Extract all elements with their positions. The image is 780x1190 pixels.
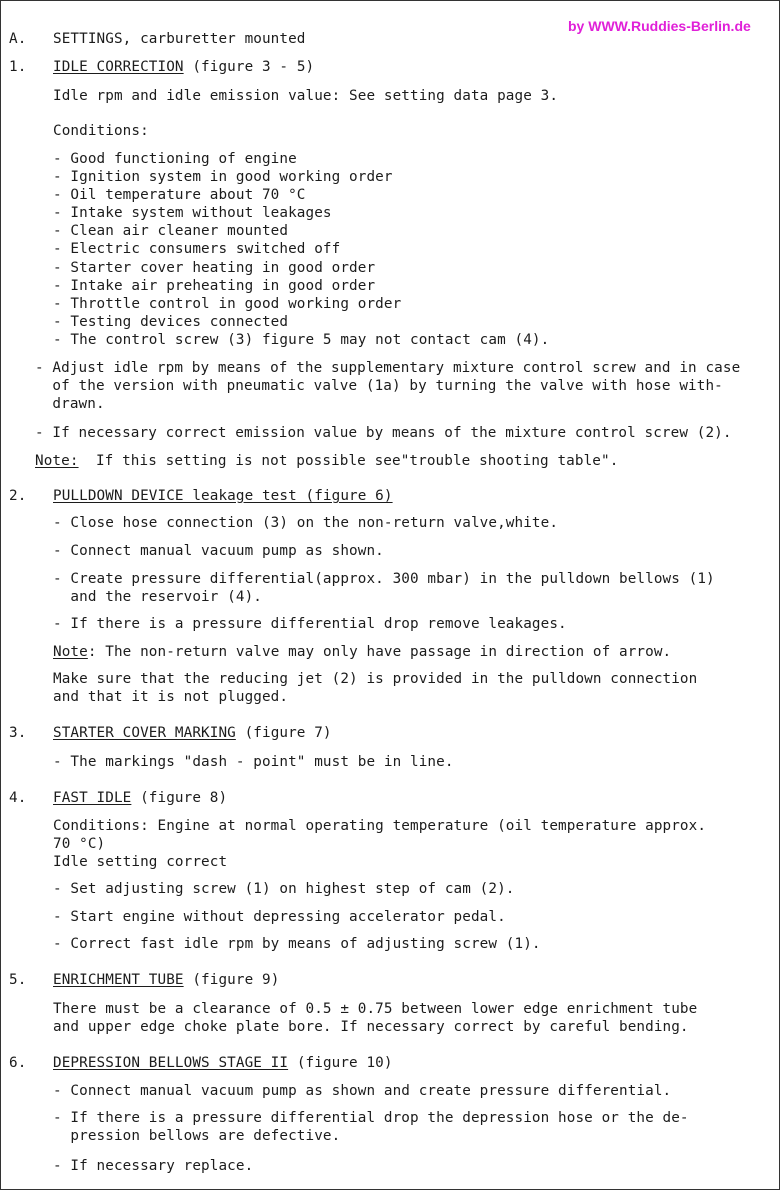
note-label: Note:: [35, 453, 79, 469]
section-1-heading-title: IDLE CORRECTION: [53, 59, 184, 75]
section-2-heading: PULLDOWN DEVICE leakage test (figure 6): [53, 488, 393, 504]
condition-item: - Electric consumers switched off: [53, 241, 341, 257]
step-line: - Set adjusting screw (1) on highest step of cam (2).: [53, 881, 515, 897]
adjust-line: of the version with pneumatic valve (1a) by turning the valve with hose with-: [35, 378, 723, 394]
step-line: - If there is a pressure differential drop remove leakages.: [53, 616, 567, 632]
step-line: - Connect manual vacuum pump as shown and create pressure differential.: [53, 1083, 672, 1099]
section-2-note: [53, 643, 671, 661]
section-6-heading-title: DEPRESSION BELLOWS STAGE II: [53, 1055, 289, 1071]
conditions-line: 70 °C): [53, 836, 106, 852]
note-text: : The non-return valve may only have passage in direction of arrow.: [87, 644, 672, 660]
condition-item: - Starter cover heating in good order: [53, 260, 376, 276]
section-5-number: 5.: [9, 972, 27, 988]
section-4-number: 4.: [9, 790, 27, 806]
make-sure-line: and that it is not plugged.: [53, 689, 289, 705]
step-line: - Connect manual vacuum pump as shown.: [53, 543, 384, 559]
adjust-line: - Adjust idle rpm by means of the supplementary mixture control screw and in case: [35, 360, 741, 376]
section-4-heading-title: FAST IDLE: [53, 790, 132, 806]
section-3-heading-title: STARTER COVER MARKING: [53, 725, 236, 741]
section-5-heading-title: ENRICHMENT TUBE: [53, 972, 184, 988]
condition-item: - Clean air cleaner mounted: [53, 223, 289, 239]
step-line: - The markings "dash - point" must be in line.: [53, 754, 454, 770]
section-1-conditions-label: Conditions:: [53, 123, 149, 139]
condition-item: - Intake system without leakages: [53, 205, 332, 221]
header-title: SETTINGS, carburetter mounted: [53, 31, 306, 47]
step-line: - Correct fast idle rpm by means of adjusting screw (1).: [53, 936, 541, 952]
make-sure-line: Make sure that the reducing jet (2) is provided in the pulldown connection: [53, 671, 698, 687]
note-text: If this setting is not possible see"trouble shooting table".: [78, 453, 619, 469]
section-4-heading-figure: (figure 8): [131, 790, 228, 806]
section-6-number: 6.: [9, 1055, 27, 1071]
section-5-heading: [53, 971, 279, 989]
step-line: - Start engine without depressing accelerator pedal.: [53, 909, 506, 925]
watermark: by WWW.Ruddies-Berlin.de: [568, 18, 751, 34]
step-line: - If there is a pressure differential drop the depression hose or the de-: [53, 1110, 689, 1126]
section-6-heading-figure: (figure 10): [288, 1055, 393, 1071]
section-1-number: 1.: [9, 59, 27, 75]
step-line: - Close hose connection (3) on the non-return valve,white.: [53, 515, 559, 531]
conditions-line: Idle setting correct: [53, 854, 228, 870]
text-line: There must be a clearance of 0.5 ± 0.75 between lower edge enrichment tube: [53, 1001, 698, 1017]
condition-item: - Good functioning of engine: [53, 151, 297, 167]
condition-item: - Intake air preheating in good order: [53, 278, 376, 294]
step-line: - Create pressure differential(approx. 300 mbar) in the pulldown bellows (1): [53, 571, 715, 587]
emission-line: - If necessary correct emission value by means of the mixture control screw (2).: [35, 425, 732, 441]
condition-item: - Oil temperature about 70 °C: [53, 187, 306, 203]
step-line: pression bellows are defective.: [53, 1128, 341, 1144]
section-1-intro: Idle rpm and idle emission value: See setting data page 3.: [53, 88, 559, 104]
condition-item: - The control screw (3) figure 5 may not contact cam (4).: [53, 332, 550, 348]
adjust-line: drawn.: [35, 396, 105, 412]
section-1-heading: [53, 58, 314, 76]
note-label: Note: [53, 644, 88, 660]
section-3-heading: [53, 724, 332, 742]
section-2-number: 2.: [9, 488, 27, 504]
section-5-heading-figure: (figure 9): [183, 972, 280, 988]
section-1-note: [35, 452, 618, 470]
step-line: - If necessary replace.: [53, 1158, 254, 1174]
section-1-heading-figure: (figure 3 - 5): [183, 59, 315, 75]
step-line: and the reservoir (4).: [53, 589, 262, 605]
condition-item: - Testing devices connected: [53, 314, 289, 330]
conditions-line: Conditions: Engine at normal operating temperature (oil temperature approx.: [53, 818, 707, 834]
text-line: and upper edge choke plate bore. If necessary correct by careful bending.: [53, 1019, 689, 1035]
section-3-number: 3.: [9, 725, 27, 741]
section-6-heading: [53, 1054, 393, 1072]
section-4-heading: [53, 789, 227, 807]
header-letter: A.: [9, 31, 27, 47]
section-3-heading-figure: (figure 7): [235, 725, 332, 741]
condition-item: - Throttle control in good working order: [53, 296, 402, 312]
condition-item: - Ignition system in good working order: [53, 169, 393, 185]
